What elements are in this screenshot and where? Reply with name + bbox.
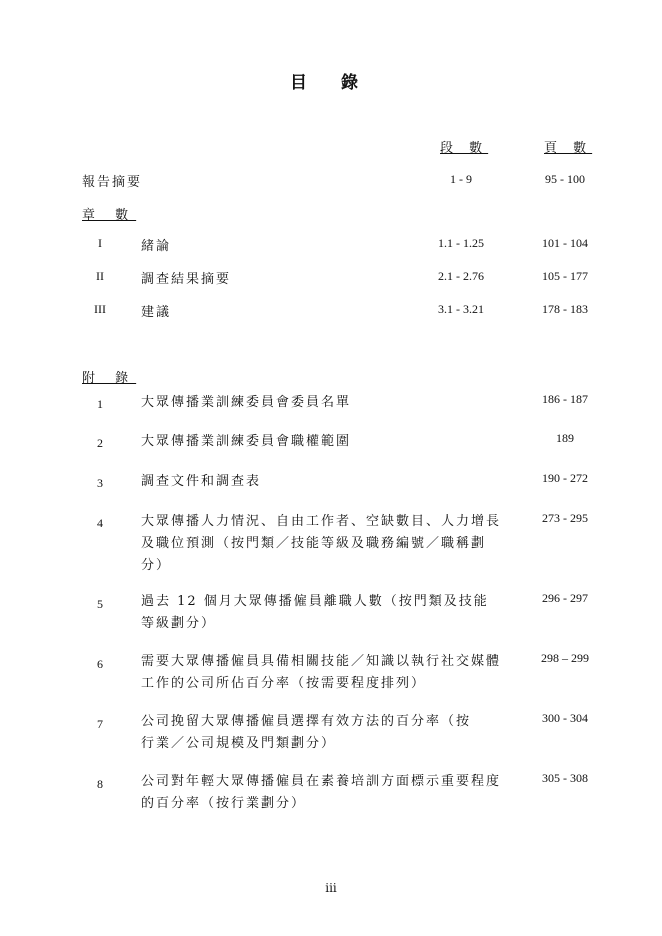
appendix-title: 公司對年輕大眾傳播僱員在素養培訓方面標示重要程度的百分率（按行業劃分） [141,774,502,811]
paragraph-column-header: 段 數 [440,141,489,156]
appendix-number: 2 [97,436,103,450]
appendix-number: 1 [97,397,103,411]
chapter-number: III [94,302,106,316]
chapter-title: 調查結果摘要 [141,272,232,287]
chapter-title: 緒論 [141,239,172,254]
appendix-title: 大眾傳播人力情況、自由工作者、空缺數目、人力增長及職位預測（按門類／技能等級及職務編號／職稱劃分） [141,514,502,573]
chapter-number: I [98,236,102,250]
appendix-pages: 273 - 295 [542,511,588,525]
chapters-heading: 章 數 [82,208,137,223]
summary-paragraphs: 1 - 9 [450,172,472,186]
appendix-heading: 附 錄 [82,371,137,386]
appendix-pages: 296 - 297 [542,591,588,605]
appendix-pages: 300 - 304 [542,711,588,725]
appendix-number: 7 [97,717,103,731]
appendix-title: 大眾傳播業訓練委員會委員名單 [141,395,352,410]
appendix-number: 8 [97,777,103,791]
appendix-number: 6 [97,657,103,671]
appendix-number: 3 [97,476,103,490]
chapter-paragraphs: 3.1 - 3.21 [438,302,484,316]
appendix-title: 大眾傳播業訓練委員會職權範圍 [141,434,352,449]
appendix-title: 公司挽留大眾傳播僱員選擇有效方法的百分率（按行業／公司規模及門類劃分） [141,714,472,751]
appendix-title: 過去 12 個月大眾傳播僱員離職人數（按門類及技能等級劃分） [141,594,489,631]
chapter-number: II [96,269,104,283]
chapter-title: 建議 [141,305,172,320]
page-column-header: 頁 數 [544,141,593,156]
appendix-pages: 305 - 308 [542,771,588,785]
page-number: iii [325,881,337,895]
chapter-paragraphs: 2.1 - 2.76 [438,269,484,283]
appendix-pages: 190 - 272 [542,471,588,485]
summary-label: 報告摘要 [82,175,143,190]
chapter-pages: 178 - 183 [542,302,588,316]
chapter-paragraphs: 1.1 - 1.25 [438,236,484,250]
chapter-pages: 105 - 177 [542,269,588,283]
appendix-number: 5 [97,597,103,611]
appendix-title: 調查文件和調查表 [141,474,262,489]
appendix-pages: 189 [556,431,574,445]
appendix-pages: 186 - 187 [542,392,588,406]
chapter-pages: 101 - 104 [542,236,588,250]
appendix-number: 4 [97,516,103,530]
appendix-pages: 298 – 299 [541,651,589,665]
page-title: 目 錄 [290,73,372,93]
appendix-title: 需要大眾傳播僱員具備相關技能／知識以執行社交媒體工作的公司所佔百分率（按需要程度排列） [141,654,502,691]
summary-pages: 95 - 100 [545,172,585,186]
